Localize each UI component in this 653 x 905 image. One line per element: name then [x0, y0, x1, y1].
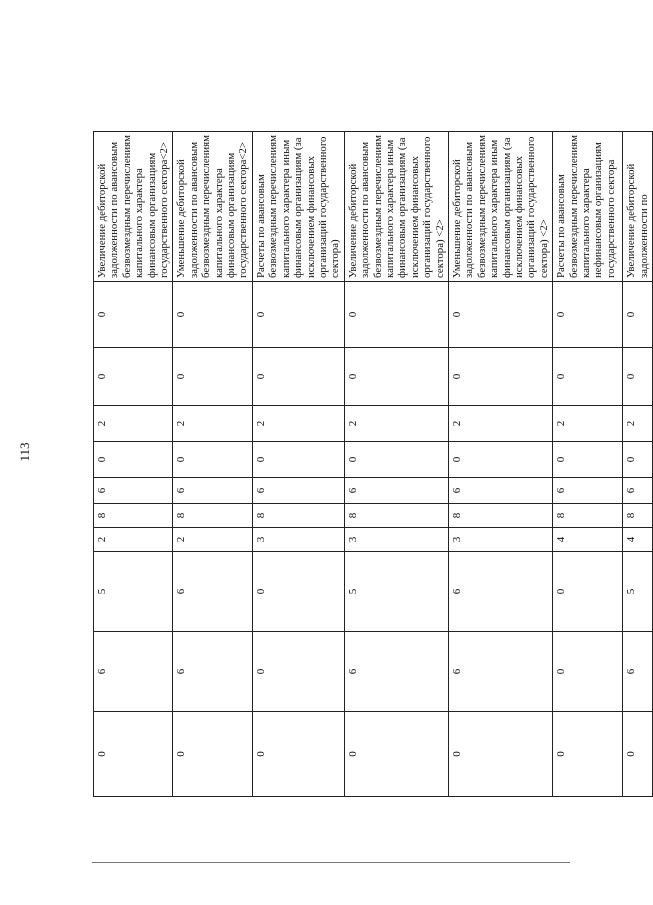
code-cell: 6 [623, 478, 653, 504]
code-cell: 8 [344, 504, 448, 528]
code-cell: 5 [94, 552, 173, 632]
description-cell: Увеличение дебиторской задолженности по авансовым безвозмездным перечислениям капитального характера иным финансовым организациям (за исключением финансовых организаций государственного сектора) <2> [344, 132, 448, 282]
code-cell: 0 [94, 442, 173, 478]
code-cell: 2 [173, 406, 252, 442]
accounts-table [93, 131, 653, 797]
code-cell: 6 [448, 632, 552, 712]
code-cell: 0 [94, 348, 173, 406]
code-cell: 8 [173, 504, 252, 528]
description-cell: Уменьшение дебиторской задолженности по авансовым безвозмездным перечислениям капитального характера иным финансовым организациям (за исключением финансовых организаций государственного сектора) <2> [448, 132, 552, 282]
code-cell: 6 [623, 632, 653, 712]
code-cell: 0 [448, 282, 552, 348]
code-cell: 8 [448, 504, 552, 528]
code-cell: 0 [173, 712, 252, 797]
code-cell: 6 [94, 478, 173, 504]
description-cell: Расчеты по авансовым безвозмездным перечислениям капитального характера иным финансовым организациям (за исключением финансовых организаций государственного сектора) [252, 132, 344, 282]
code-cell: 0 [173, 282, 252, 348]
code-cell: 0 [252, 712, 344, 797]
code-cell: 8 [252, 504, 344, 528]
description-cell: Уменьшение дебиторской задолженности по авансовым безвозмездным перечислениям капитального характера финансовым организациям государственного сектора<2> [173, 132, 252, 282]
code-cell: 2 [448, 406, 552, 442]
code-cell: 0 [448, 712, 552, 797]
code-cell: 6 [553, 478, 623, 504]
code-cell: 2 [252, 406, 344, 442]
table-row [448, 132, 552, 797]
page-number: 113 [17, 442, 32, 462]
code-cell: 0 [553, 442, 623, 478]
code-cell: 8 [94, 504, 173, 528]
table-row [94, 132, 173, 797]
code-cell: 5 [623, 552, 653, 632]
code-cell: 2 [94, 528, 173, 552]
code-cell: 0 [173, 442, 252, 478]
code-cell: 0 [173, 348, 252, 406]
code-cell: 6 [173, 632, 252, 712]
rotated-table-container [93, 132, 650, 797]
code-cell: 2 [94, 406, 173, 442]
code-cell: 8 [553, 504, 623, 528]
code-cell: 0 [94, 712, 173, 797]
table-row [553, 132, 623, 797]
code-cell: 6 [448, 552, 552, 632]
table-row [173, 132, 252, 797]
description-cell: Увеличение дебиторской задолженности по авансовым безвозмездным перечислениям капитального характера финансовым организациям государственного сектора<2> [94, 132, 173, 282]
code-cell: 4 [623, 528, 653, 552]
code-cell: 0 [553, 552, 623, 632]
table-row [623, 132, 653, 797]
code-cell: 0 [448, 348, 552, 406]
code-cell: 0 [344, 712, 448, 797]
code-cell: 2 [173, 528, 252, 552]
code-cell: 3 [252, 528, 344, 552]
code-cell: 0 [553, 348, 623, 406]
table-row [252, 132, 344, 797]
code-cell: 0 [623, 348, 653, 406]
code-cell: 2 [344, 406, 448, 442]
code-cell: 0 [553, 632, 623, 712]
code-cell: 2 [623, 406, 653, 442]
code-cell: 8 [623, 504, 653, 528]
code-cell: 5 [344, 552, 448, 632]
code-cell: 0 [252, 348, 344, 406]
code-cell: 0 [252, 282, 344, 348]
code-cell: 3 [448, 528, 552, 552]
code-cell: 0 [623, 442, 653, 478]
code-cell: 0 [623, 282, 653, 348]
code-cell: 0 [623, 712, 653, 797]
code-cell: 6 [173, 478, 252, 504]
code-cell: 3 [344, 528, 448, 552]
code-cell: 0 [252, 552, 344, 632]
code-cell: 6 [252, 478, 344, 504]
code-cell: 2 [553, 406, 623, 442]
code-cell: 0 [344, 348, 448, 406]
code-cell: 6 [344, 632, 448, 712]
code-cell: 0 [553, 712, 623, 797]
bottom-rule [92, 862, 570, 863]
code-cell: 0 [344, 282, 448, 348]
code-cell: 6 [344, 478, 448, 504]
code-cell: 0 [94, 282, 173, 348]
code-cell: 0 [252, 632, 344, 712]
code-cell: 0 [252, 442, 344, 478]
code-cell: 6 [94, 632, 173, 712]
code-cell: 4 [553, 528, 623, 552]
code-cell: 0 [344, 442, 448, 478]
code-cell: 0 [553, 282, 623, 348]
code-cell: 6 [448, 478, 552, 504]
description-cell: Увеличение дебиторской задолженности по [623, 132, 653, 282]
code-cell: 6 [173, 552, 252, 632]
description-cell: Расчеты по авансовым безвозмездным перечислениям капитального характера нефинансовым организациям государственного сектора [553, 132, 623, 282]
code-cell: 0 [448, 442, 552, 478]
table-row [344, 132, 448, 797]
